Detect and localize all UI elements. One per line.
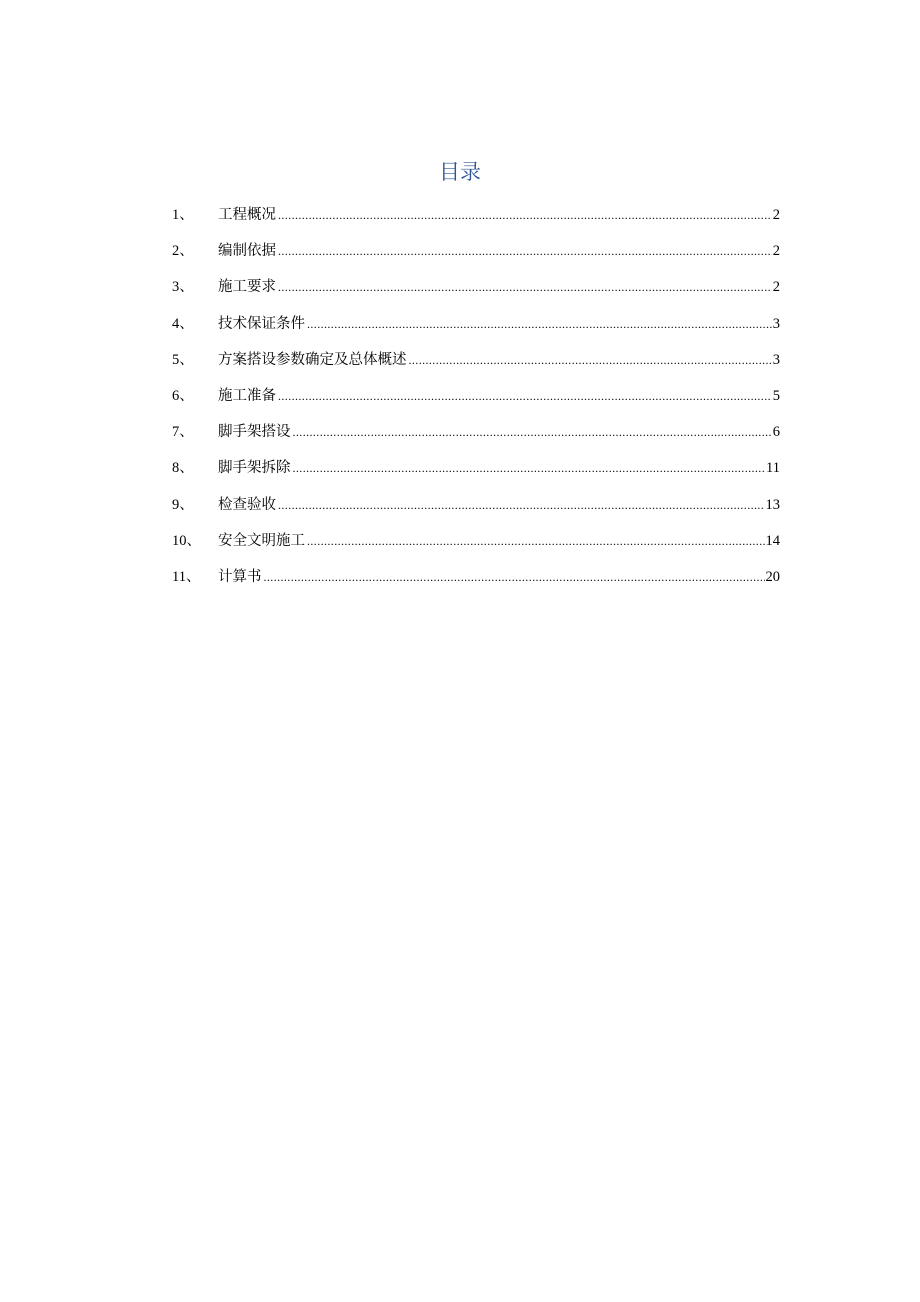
- toc-entry-title: 编制依据: [218, 243, 276, 260]
- toc-entry-title: 方案搭设参数确定及总体概述: [218, 351, 407, 368]
- toc-dot-leader: [278, 200, 772, 230]
- toc-entry-page: 14: [765, 532, 780, 549]
- toc-entry-page: 3: [772, 315, 780, 332]
- toc-entry-title: 脚手架拆除: [218, 460, 291, 477]
- toc-entry-number: 7、: [172, 424, 194, 441]
- toc-dot-leader: [307, 309, 772, 339]
- toc-entry-number: 9、: [172, 496, 194, 513]
- toc-entry-page: 2: [772, 243, 780, 260]
- toc-entry-page: 3: [772, 351, 780, 368]
- toc-entry-number: 6、: [172, 387, 194, 404]
- toc-entry-number: 11、: [172, 568, 201, 585]
- toc-entry[interactable]: [172, 200, 780, 236]
- toc-entry-page: 2: [772, 207, 780, 223]
- toc-entry-page: 13: [765, 496, 780, 513]
- toc-dot-leader: [293, 453, 766, 483]
- toc-dot-leader: [264, 562, 765, 592]
- toc-entry[interactable]: [172, 562, 780, 598]
- toc-entry-title: 脚手架搭设: [218, 424, 291, 441]
- toc-entry[interactable]: [172, 381, 780, 417]
- toc-entry-title: 施工准备: [218, 387, 276, 404]
- toc-dot-leader: [278, 236, 772, 266]
- toc-entry-number: 5、: [172, 351, 194, 368]
- toc-entry-page: 2: [772, 279, 780, 296]
- toc-entry-page: 20: [765, 568, 780, 585]
- toc-entry-title: 工程概况: [218, 207, 276, 223]
- toc-entry-page: 5: [772, 387, 780, 404]
- toc-entry-number: 4、: [172, 315, 194, 332]
- toc-entry[interactable]: [172, 236, 780, 272]
- toc-entry-title: 计算书: [218, 568, 262, 585]
- toc-entry-number: 1、: [172, 207, 194, 223]
- toc-entry[interactable]: [172, 453, 780, 489]
- toc-entry[interactable]: [172, 490, 780, 526]
- toc-dot-leader: [278, 272, 772, 302]
- toc-entry-title: 安全文明施工: [218, 532, 305, 549]
- toc-entry-page: 6: [772, 424, 780, 441]
- toc-entry-title: 技术保证条件: [218, 315, 305, 332]
- toc-entry[interactable]: [172, 309, 780, 345]
- toc-dot-leader: [293, 417, 772, 447]
- toc-entry-page: 11: [766, 460, 780, 477]
- toc-entry-number: 8、: [172, 460, 194, 477]
- page-title: 目录: [439, 160, 481, 184]
- toc-entry[interactable]: [172, 417, 780, 453]
- toc-entry-number: 2、: [172, 243, 194, 260]
- toc-entry-number: 10、: [172, 532, 201, 549]
- table-of-contents: [172, 200, 780, 598]
- toc-dot-leader: [278, 490, 765, 520]
- toc-dot-leader: [409, 345, 772, 375]
- toc-entry[interactable]: [172, 272, 780, 308]
- toc-dot-leader: [278, 381, 772, 411]
- toc-entry-title: 施工要求: [218, 279, 276, 296]
- toc-entry[interactable]: [172, 526, 780, 562]
- toc-entry-title: 检查验收: [218, 496, 276, 513]
- toc-entry-number: 3、: [172, 279, 194, 296]
- toc-dot-leader: [307, 526, 765, 556]
- toc-entry[interactable]: [172, 345, 780, 381]
